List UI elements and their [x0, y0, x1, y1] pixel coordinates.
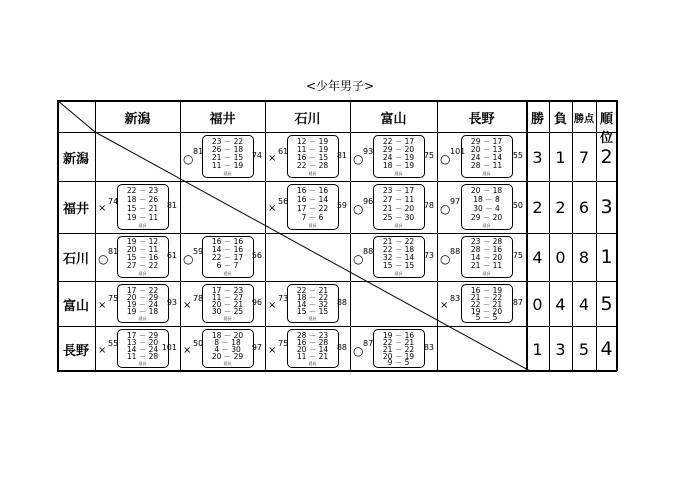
- quarter-score: 20 － 11: [126, 245, 159, 254]
- standing-wins: 1: [532, 339, 543, 359]
- quarter-score: 17 － 29: [126, 330, 159, 340]
- quarter-score: 17 － 22: [126, 285, 159, 295]
- quarter-score: 11 － 19: [296, 144, 329, 154]
- column-header: 長野: [468, 112, 495, 127]
- standing-points: 4: [578, 294, 590, 314]
- quarter-score: 22 － 17: [382, 136, 415, 146]
- team-score: 81: [193, 146, 204, 156]
- opponent-score: 81: [336, 150, 347, 160]
- team-score: 50: [193, 338, 204, 348]
- column-header: 石川: [294, 112, 321, 127]
- quarter-score: 21 － 11: [470, 261, 503, 270]
- table-title: <少年男子>: [305, 79, 375, 93]
- standing-losses: 0: [555, 248, 566, 267]
- quarter-score: 29 － 20: [470, 213, 503, 222]
- result-mark: ○: [353, 151, 364, 166]
- quarter-score: 18 － 8: [473, 195, 500, 204]
- overtime-label: 延長: [308, 361, 317, 366]
- quarter-score: 22 － 21: [470, 299, 503, 309]
- results-table: [57, 100, 617, 371]
- overtime-score: 5 － 5: [475, 313, 498, 322]
- standing-losses: 1: [555, 147, 566, 167]
- quarter-score: 20 － 18: [470, 186, 503, 195]
- opponent-score: 97: [251, 342, 262, 352]
- opponent-score: 101: [161, 342, 177, 352]
- standing-rank: 1: [600, 246, 613, 268]
- quarter-score: 22 － 18: [382, 245, 415, 254]
- overtime-label: 延長: [223, 316, 232, 321]
- quarter-score: 19 － 16: [382, 330, 415, 340]
- quarter-score: 16 － 19: [470, 285, 503, 295]
- quarter-score: 14 － 24: [126, 344, 159, 354]
- opponent-score: 55: [512, 150, 523, 160]
- standing-points: 6: [578, 198, 590, 217]
- header-diagonal: [57, 100, 95, 132]
- team-score: 61: [278, 146, 289, 156]
- quarter-score: 23 － 17: [382, 186, 415, 195]
- result-mark: ○: [183, 151, 194, 166]
- quarter-score: 32 － 14: [382, 253, 415, 262]
- result-mark: ○: [440, 202, 451, 216]
- quarter-score: 13 － 20: [126, 337, 159, 347]
- quarter-score: 14 － 20: [470, 253, 503, 262]
- result-mark: ×: [98, 299, 107, 311]
- standing-losses: 2: [555, 198, 566, 217]
- quarter-score: 15 － 21: [126, 204, 159, 213]
- opponent-score: 87: [512, 297, 523, 307]
- row-header: 新潟: [62, 151, 89, 167]
- team-score: 74: [108, 197, 119, 206]
- standing-wins: 2: [532, 198, 543, 217]
- quarter-score: 4 － 30: [214, 344, 241, 354]
- overtime-label: 延長: [394, 271, 403, 276]
- quarter-score: 19 － 11: [126, 213, 159, 222]
- quarter-score: 22 － 21: [382, 337, 415, 347]
- quarter-score: 29 － 20: [382, 144, 415, 154]
- opponent-score: 88: [336, 342, 347, 352]
- quarter-score: 12 － 19: [296, 136, 329, 146]
- overtime-label: 延長: [308, 223, 317, 228]
- overtime-label: 延長: [482, 171, 491, 176]
- quarter-score: 18 － 20: [211, 330, 244, 340]
- quarter-score: 21 － 22: [382, 344, 415, 354]
- quarter-score: 16 － 28: [296, 337, 329, 347]
- result-mark: ○: [440, 151, 451, 166]
- quarter-score: 7 － 6: [301, 213, 324, 222]
- result-mark: ○: [353, 343, 364, 358]
- column-header: 福井: [209, 112, 236, 127]
- quarter-score: 28 － 11: [470, 160, 503, 170]
- team-score: 97: [450, 197, 461, 206]
- opponent-score: 74: [251, 150, 262, 160]
- quarter-score: 20 － 29: [126, 292, 159, 302]
- quarter-score: 8 － 18: [214, 337, 241, 347]
- overtime-label: 延長: [394, 171, 403, 176]
- quarter-score: 20 － 29: [211, 351, 244, 361]
- opponent-score: 61: [166, 251, 177, 260]
- overtime-label: 延長: [482, 223, 491, 228]
- quarter-score: 11 － 21: [296, 351, 329, 361]
- overtime-label: 延長: [138, 271, 147, 276]
- overtime-score: 9 － 5: [387, 358, 410, 367]
- row-header: 長野: [62, 343, 89, 359]
- quarter-score: 23 － 22: [211, 136, 244, 146]
- team-score: 56: [278, 197, 289, 206]
- quarter-score: 20 － 14: [296, 344, 329, 354]
- diagonal-lines: [57, 100, 617, 371]
- standing-wins: 3: [532, 147, 543, 167]
- quarter-score: 28 － 23: [296, 330, 329, 340]
- team-score: 73: [278, 293, 289, 303]
- quarter-score: 20 － 19: [382, 351, 415, 361]
- team-score: 87: [363, 338, 374, 348]
- quarter-score: 21 － 15: [211, 152, 244, 162]
- standing-points: 7: [578, 147, 590, 167]
- team-score: 81: [108, 247, 119, 256]
- result-mark: ×: [98, 203, 107, 214]
- quarter-score: 27 － 11: [382, 195, 415, 204]
- result-mark: ○: [353, 202, 364, 216]
- standing-rank: 5: [600, 292, 613, 315]
- quarter-score: 24 － 14: [470, 152, 503, 162]
- quarter-score: 14 － 32: [296, 299, 329, 309]
- opponent-score: 83: [423, 342, 434, 352]
- result-mark: ○: [440, 252, 451, 266]
- result-mark: ×: [440, 299, 449, 311]
- opponent-score: 75: [423, 150, 434, 160]
- quarter-score: 19 － 12: [126, 237, 159, 246]
- quarter-score: 30 － 25: [211, 306, 244, 316]
- standing-losses: 4: [555, 294, 566, 314]
- quarter-score: 21 － 20: [382, 204, 415, 213]
- quarter-score: 16 － 16: [211, 237, 244, 246]
- quarter-score: 20 － 13: [470, 144, 503, 154]
- result-mark: ○: [353, 252, 364, 266]
- team-score: 88: [450, 247, 461, 256]
- quarter-score: 15 － 16: [126, 253, 159, 262]
- quarter-score: 20 － 21: [211, 299, 244, 309]
- standing-points: 5: [578, 339, 590, 359]
- quarter-score: 6 － 7: [216, 261, 239, 270]
- quarter-score: 25 － 30: [382, 213, 415, 222]
- standing-rank: 4: [600, 337, 613, 360]
- quarter-score: 15 － 15: [296, 306, 329, 316]
- self-match-diagonal: [95, 132, 530, 371]
- quarter-score: 14 － 16: [211, 245, 244, 254]
- opponent-score: 78: [423, 201, 434, 210]
- team-score: 75: [278, 338, 289, 348]
- row-header: 石川: [62, 252, 89, 267]
- team-score: 75: [108, 293, 119, 303]
- quarter-score: 30 － 4: [473, 204, 500, 213]
- quarter-score: 18 － 26: [126, 195, 159, 204]
- quarter-score: 22 － 23: [126, 186, 159, 195]
- opponent-score: 88: [336, 297, 347, 307]
- team-score: 96: [363, 197, 374, 206]
- quarter-score: 17 － 23: [211, 285, 244, 295]
- overtime-label: 延長: [223, 361, 232, 366]
- quarter-score: 28 － 16: [470, 245, 503, 254]
- column-header: 新潟: [124, 112, 151, 127]
- opponent-score: 59: [336, 201, 347, 210]
- quarter-score: 22 － 21: [296, 285, 329, 295]
- stat-header: 順位: [599, 112, 613, 146]
- result-mark: ×: [183, 299, 192, 311]
- overtime-label: 延長: [308, 171, 317, 176]
- overtime-label: 延長: [138, 223, 147, 228]
- quarter-score: 27 － 22: [126, 261, 159, 270]
- overtime-label: 延長: [138, 316, 147, 321]
- quarter-score: 22 － 17: [211, 253, 244, 262]
- result-mark: ×: [183, 344, 192, 356]
- quarter-score: 21 － 22: [382, 237, 415, 246]
- result-mark: ×: [268, 344, 277, 356]
- overtime-label: 延長: [138, 361, 147, 366]
- opponent-score: 96: [251, 297, 262, 307]
- overtime-label: 延長: [394, 223, 403, 228]
- stat-header: 勝点: [574, 114, 594, 125]
- overtime-label: 延長: [308, 316, 317, 321]
- quarter-score: 26 － 18: [211, 144, 244, 154]
- result-mark: ○: [98, 252, 109, 266]
- quarter-score: 23 － 28: [470, 237, 503, 246]
- opponent-score: 81: [166, 201, 177, 210]
- team-score: 55: [108, 338, 119, 348]
- quarter-score: 18 － 22: [296, 292, 329, 302]
- standing-points: 8: [578, 248, 590, 267]
- quarter-score: 19 － 24: [126, 299, 159, 309]
- quarter-score: 11 － 19: [211, 160, 244, 170]
- overtime-label: 延長: [482, 271, 491, 276]
- opponent-score: 93: [166, 297, 177, 307]
- row-header: 富山: [62, 298, 89, 314]
- result-mark: ○: [183, 252, 194, 266]
- quarter-score: 22 － 28: [296, 160, 329, 170]
- overtime-label: 延長: [223, 271, 232, 276]
- quarter-score: 24 － 19: [382, 152, 415, 162]
- quarter-score: 11 － 27: [211, 292, 244, 302]
- quarter-score: 15 － 15: [382, 261, 415, 270]
- opponent-score: 75: [512, 251, 523, 260]
- quarter-score: 17 － 22: [296, 204, 329, 213]
- team-score: 78: [193, 293, 204, 303]
- opponent-score: 50: [512, 201, 523, 210]
- quarter-score: 19 － 20: [470, 306, 503, 316]
- team-score: 101: [450, 146, 466, 156]
- quarter-score: 16 － 16: [296, 186, 329, 195]
- quarter-score: 21 － 22: [470, 292, 503, 302]
- quarter-score: 16 － 15: [296, 152, 329, 162]
- quarter-score: 29 － 17: [470, 136, 503, 146]
- stat-header: 負: [553, 112, 567, 127]
- opponent-score: 73: [423, 251, 434, 260]
- result-mark: ×: [268, 299, 277, 311]
- quarter-score: 16 － 14: [296, 195, 329, 204]
- stat-header: 勝: [530, 112, 544, 127]
- result-mark: ×: [268, 152, 277, 164]
- team-score: 83: [450, 293, 461, 303]
- standing-rank: 2: [600, 145, 613, 168]
- standing-rank: 3: [600, 196, 613, 218]
- opponent-score: 56: [251, 251, 262, 260]
- standing-wins: 4: [532, 248, 543, 267]
- quarter-score: 11 － 28: [126, 351, 159, 361]
- row-header: 福井: [62, 202, 89, 217]
- result-mark: ×: [268, 203, 277, 214]
- standing-losses: 3: [555, 339, 566, 359]
- standing-wins: 0: [532, 294, 543, 314]
- result-mark: ×: [98, 344, 107, 356]
- team-score: 88: [363, 247, 374, 256]
- team-score: 59: [193, 247, 204, 256]
- quarter-score: 18 － 19: [382, 160, 415, 170]
- column-header: 富山: [380, 112, 407, 127]
- quarter-score: 19 － 18: [126, 306, 159, 316]
- overtime-label: 延長: [223, 171, 232, 176]
- team-score: 93: [363, 146, 374, 156]
